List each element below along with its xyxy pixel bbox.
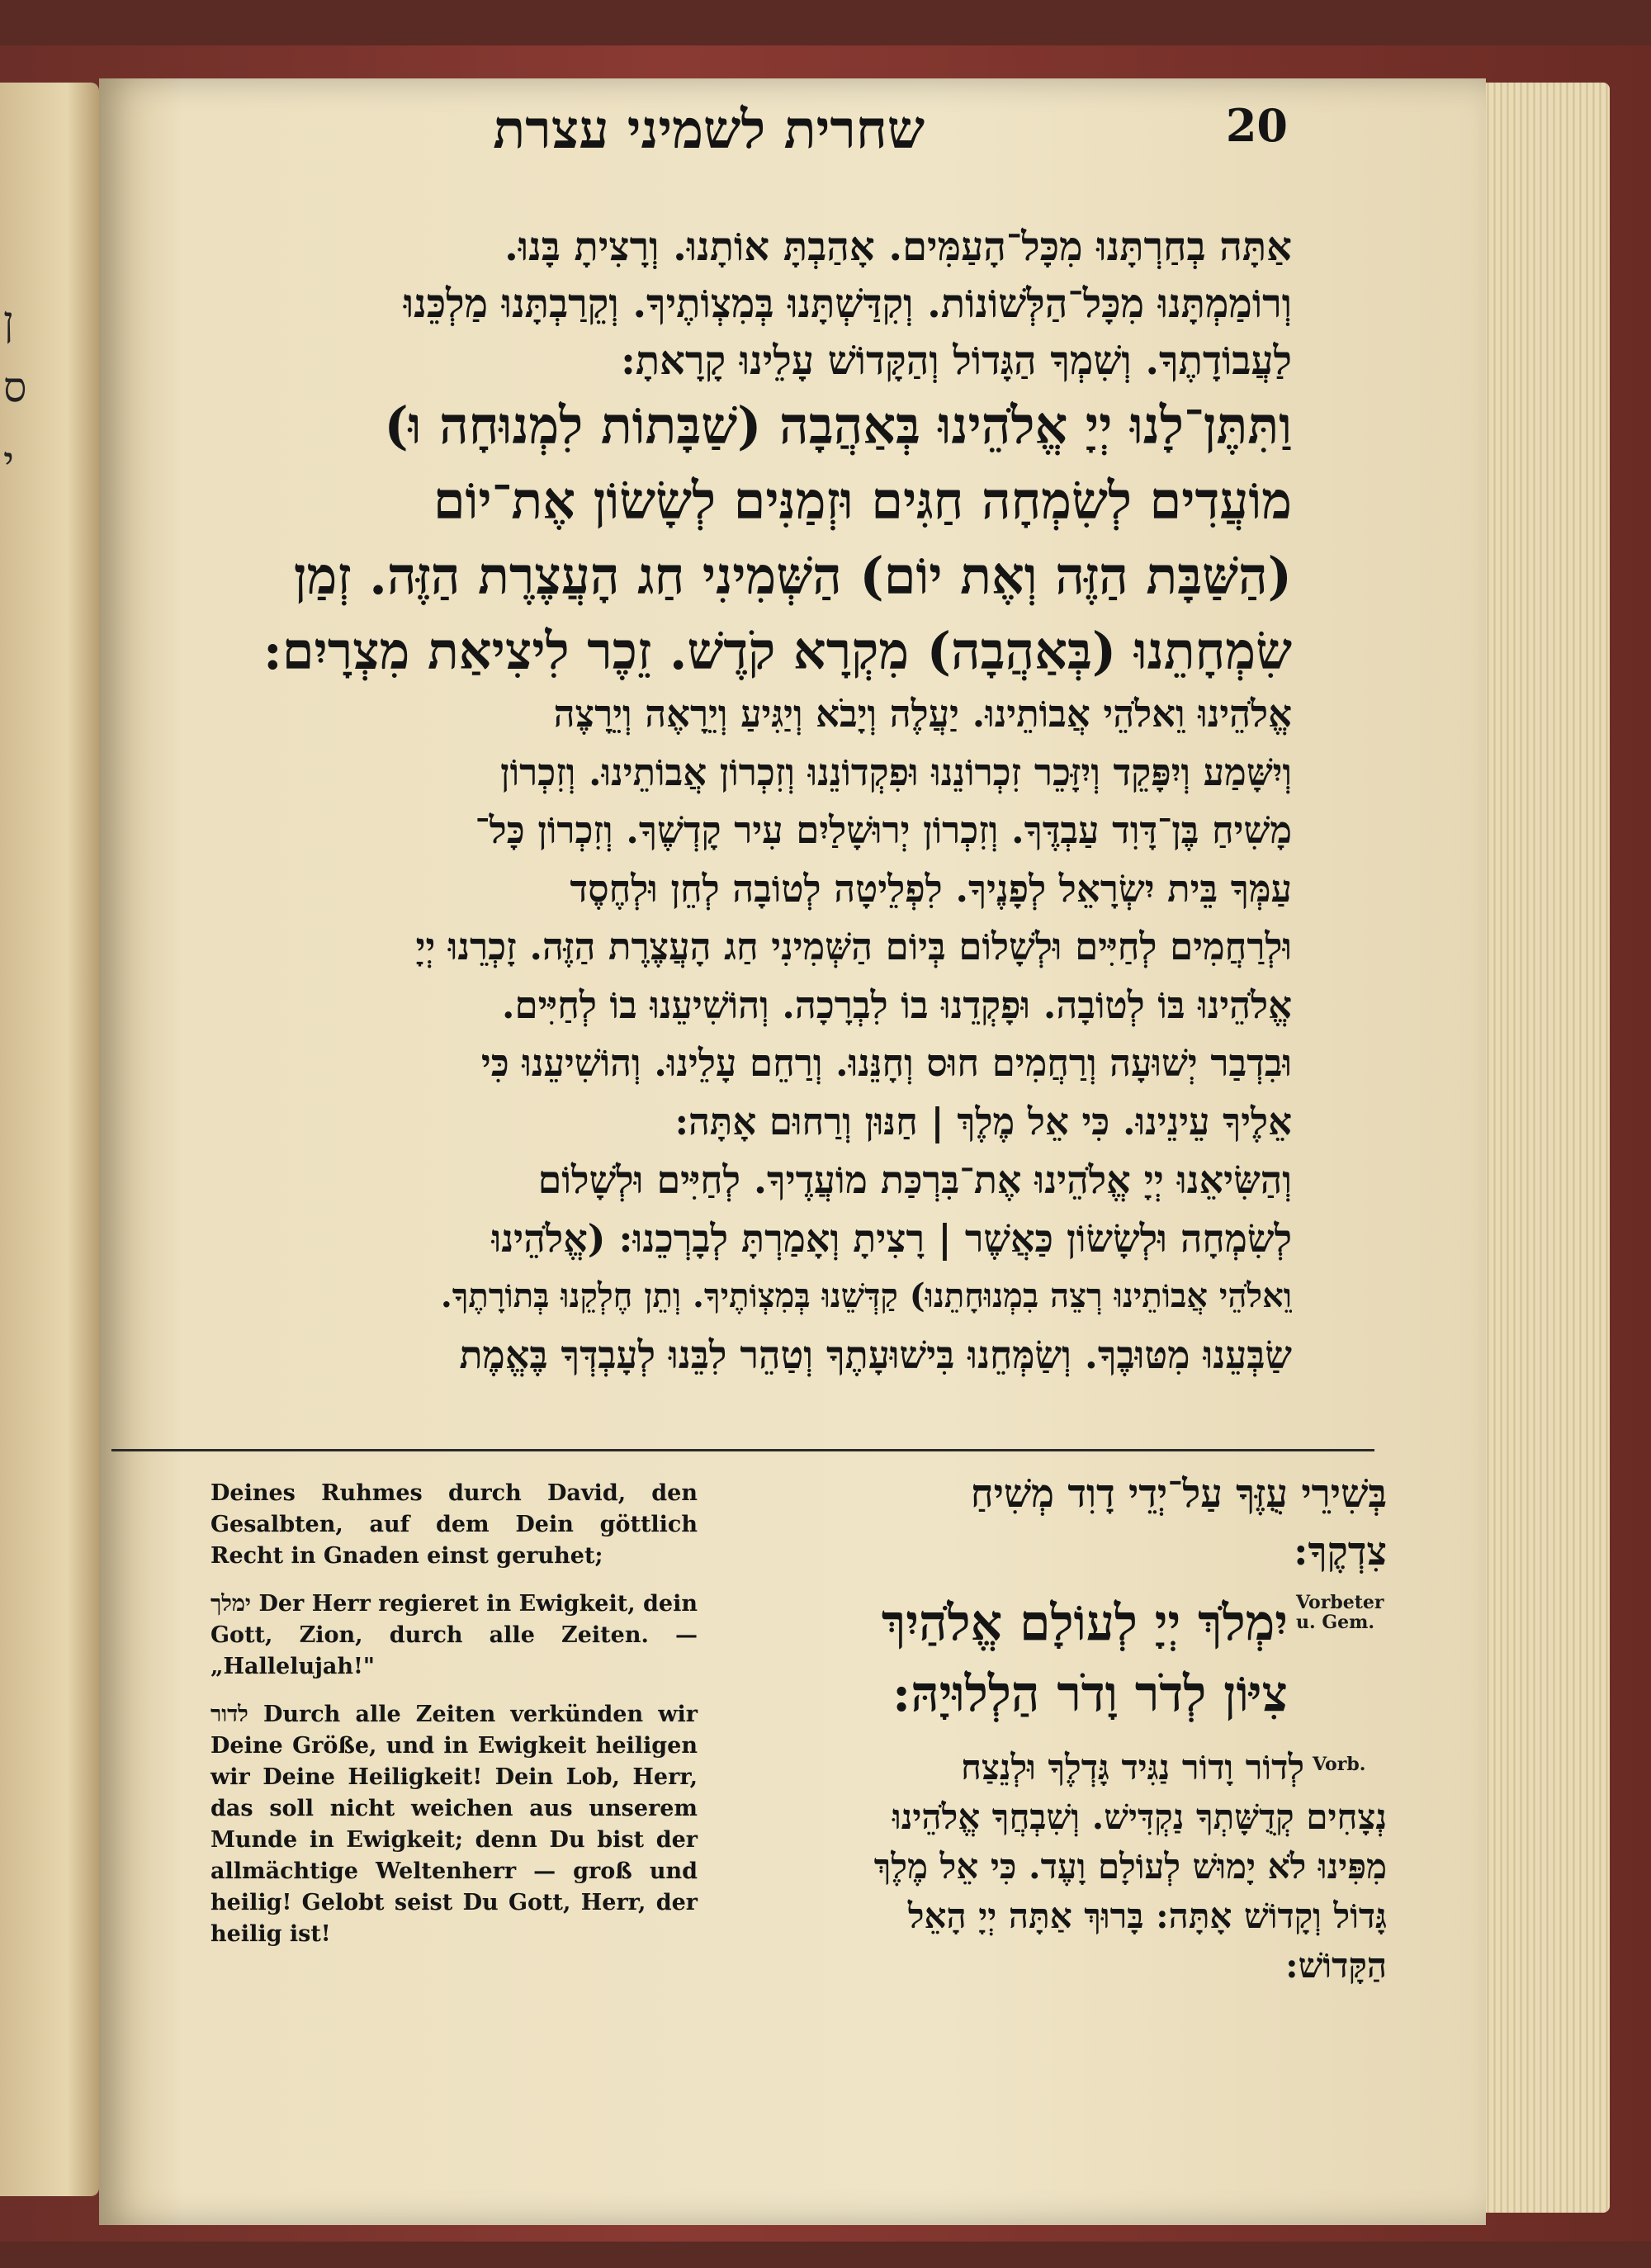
german-block-2 <box>211 1589 698 1683</box>
text-line: שַׂבְּעֵנוּ מִטּוּבֶךָ. וְשַׂמְּחֵנוּ בִּישׁוּעָתֶךָ וְטַהֵר לִבֵּנוּ לְעָבְדְּךָ בֶּאֱמֶת <box>459 1332 1292 1377</box>
hebrew-cue-word: ימלך <box>211 1591 251 1617</box>
text-line: מָשִׁיחַ בֶּן־דָּוִד עַבְדֶּךָ. וְזִכְרוֹן יְרוּשָׁלַיִם עִיר קָדְשֶׁךָ. וְזִכְרוֹן כָּל־ <box>475 808 1292 852</box>
facing-page-fragment: ס <box>3 363 27 411</box>
hebrew-column <box>735 1465 1387 1991</box>
speaker-label-vorb: Vorb. <box>1313 1754 1366 1775</box>
german-text: Durch alle Zeiten verkünden wir Deine Größe, und in Ewigkeit heiligen wir Deine Heiligkeit! Dein Lob, Herr, das soll nicht weichen aus unserem Munde in Ewigkeit; denn Du bist der allmächtige Weltenherr — groß und heilig! Gelobt seist Du Gott, Herr, der heilig ist! <box>211 1702 698 1947</box>
facing-page-fragment: י <box>3 438 15 485</box>
text-line: (הַשַּׁבָּת הַזֶּה וְאֶת יוֹם) הַשְּׁמִינִי חַג הָעֲצֶרֶת הַזֶּה. זְמַן <box>293 546 1292 606</box>
german-block-3 <box>211 1699 698 1950</box>
text-line: גָּדוֹל וְקָדוֹשׁ אָתָּה: בָּרוּךְ אַתָּה יְיָ הָאֵל <box>907 1896 1387 1936</box>
text-line: אֱלֹהֵינוּ וֵאלֹהֵי אֲבוֹתֵינוּ. יַעֲלֶה וְיָבֹא וְיַגִּיעַ וְיֵרָאֶה וְיֵרָצֶה <box>553 692 1292 736</box>
speaker-label-vorbeter-gem: Vorbeter u. Gem. <box>1296 1592 1384 1633</box>
text-line: וֵאלֹהֵי אֲבוֹתֵינוּ רְצֵה בִמְנוּחָתֵנוּ) קַדְּשֵׁנוּ בְּמִצְוֹתֶיךָ. וְתֵן חֶלְקֵנוּ בְּתוֹרָתֶךָ. <box>440 1276 1292 1315</box>
text-line: וּבִדְבַר יְשׁוּעָה וְרַחֲמִים חוּס וְחָנֵּנוּ. וְרַחֵם עָלֵינוּ. וְהוֹשִׁיעֵנוּ כִּי <box>480 1041 1292 1085</box>
text-line: וְיִשָּׁמַע וְיִפָּקֵד וְיִזָּכֵר זִכְרוֹנֵנוּ וּפִקְדוֹנֵנוּ וְזִכְרוֹן אֲבוֹתֵינוּ. וְזִכְרוֹן <box>500 750 1292 794</box>
text-line: אֵלֶיךָ עֵינֵינוּ. כִּי אֵל מֶלֶךְ | חַנּוּן וְרַחוּם אָתָּה: <box>674 1099 1292 1143</box>
text-line: אַתָּה בְחַרְתָּנוּ מִכָּל־הָעַמִּים. אָהַבְתָּ אוֹתָנוּ. וְרָצִיתָ בָּנוּ. <box>504 224 1292 270</box>
text-line: מוֹעֲדִים לְשִׂמְחָה חַגִּים וּזְמַנִּים לְשָׂשׂוֹן אֶת־יוֹם <box>433 471 1292 531</box>
column-divider-rule <box>111 1449 1374 1451</box>
text-line: וּלְרַחֲמִים לְחַיִּים וּלְשָׁלוֹם בְּיוֹם הַשְּׁמִינִי חַג הָעֲצֶרֶת הַזֶּה. זָכְרֵנוּ יְיָ <box>415 925 1292 968</box>
text-line: לְשִׂמְחָה וּלְשָׂשׂוֹן כַּאֲשֶׁר | רָצִיתָ וְאָמַרְתָּ לְבָרְכֵנוּ: (אֱלֹהֵינוּ <box>491 1215 1292 1261</box>
paragraph-vatiten-lanu <box>95 388 1292 689</box>
german-translation-column <box>211 1478 698 1967</box>
main-prayer-text <box>95 219 1292 1384</box>
facing-page-fragment: ן <box>3 297 14 345</box>
text-line: וְרוֹמַמְתָּנוּ מִכָּל־הַלְּשׁוֹנוֹת. וְקִדַּשְׁתָּנוּ בְּמִצְוֹתֶיךָ. וְקֵרַבְתָּנוּ מַלְכֵּנוּ <box>403 281 1292 327</box>
hebrew-cue-word: לדור <box>211 1702 248 1727</box>
text-line: וַתִּתֶּן־לָנוּ יְיָ אֱלֹהֵינוּ בְּאַהֲבָה (שַׁבָּתוֹת לִמְנוּחָה וּ) <box>384 395 1292 456</box>
german-block-1: Deines Ruhmes durch David, den Gesalbten, auf dem Dein göttlich Recht in Gnaden einst geruhet; <box>211 1480 698 1569</box>
paragraph-yaale-veyavo <box>95 685 1292 1151</box>
text-line: שִׂמְחָתֵנוּ (בְּאַהֲבָה) מִקְרָא קֹדֶשׁ. זֵכֶר לִיצִיאַת מִצְרָיִם: <box>263 621 1292 681</box>
text-line: אֱלֹהֵינוּ בּוֹ לְטוֹבָה. וּפָקְדֵנוּ בוֹ לִבְרָכָה. וְהוֹשִׁיעֵנוּ בוֹ לְחַיִּים. <box>501 982 1292 1027</box>
text-line: וְהַשִּׂיאֵנוּ יְיָ אֱלֹהֵינוּ אֶת־בִּרְכַּת מוֹעֲדֶיךָ. לְחַיִּים וּלְשָׁלוֹם <box>537 1158 1292 1202</box>
text-line: לַעֲבוֹדָתֶךָ. וְשִׁמְךָ הַגָּדוֹל וְהַקָּדוֹשׁ עָלֵינוּ קָרָאתָ: <box>621 338 1292 384</box>
paragraph-vehasienu <box>95 1151 1292 1384</box>
text-line: צִדְקֶךָ: <box>1294 1529 1387 1574</box>
german-text: Der Herr regieret in Ewigkeit, dein Gott, Zion, durch alle Zeiten. — „Hallelujah!" <box>211 1591 698 1679</box>
hebrew-block-c <box>735 1743 1387 1991</box>
page-stack-edge <box>1469 83 1610 2213</box>
hebrew-block-b <box>735 1588 1387 1730</box>
running-title: שחרית לשמיני עצרת <box>493 99 925 161</box>
text-line: מִפִּינוּ לֹא יָמוּשׁ לְעוֹלָם וָעֶד. כִּי אֵל מֶלֶךְ <box>873 1846 1387 1887</box>
text-line: הַקָּדוֹשׁ: <box>1285 1945 1387 1986</box>
text-line: לְדוֹר וָדוֹר נַגִּיד גָּדְלֶךָ וּלְנֵצַח <box>960 1747 1304 1787</box>
text-line: עַמְּךָ בֵּית יִשְׂרָאֵל לְפָנֶיךָ. לִפְלֵיטָה לְטוֹבָה לְחֵן וּלְחֶסֶד <box>570 866 1292 911</box>
page-header <box>99 91 1288 182</box>
text-line: בְּשִׁירֵי עֻזֶּךָ עַל־יְדֵי דָוִד מְשִׁיחַ <box>970 1471 1387 1517</box>
text-line: יִמְלֹךְ יְיָ לְעוֹלָם אֱלֹהַיִךְ <box>881 1594 1288 1652</box>
text-line: נְצָחִים קְדֻשָּׁתְךָ נַקְדִּישׁ. וְשִׁבְחֲךָ אֱלֹהֵינוּ <box>892 1797 1387 1837</box>
paragraph-ata-vechartanu <box>95 219 1292 390</box>
text-line: צִיּוֹן לְדֹר וָדֹר הַלְלוּיָהּ: <box>892 1665 1288 1723</box>
facing-page-edge <box>0 83 99 2196</box>
page-number: 20 <box>1225 99 1288 152</box>
hebrew-block-a <box>735 1465 1387 1581</box>
